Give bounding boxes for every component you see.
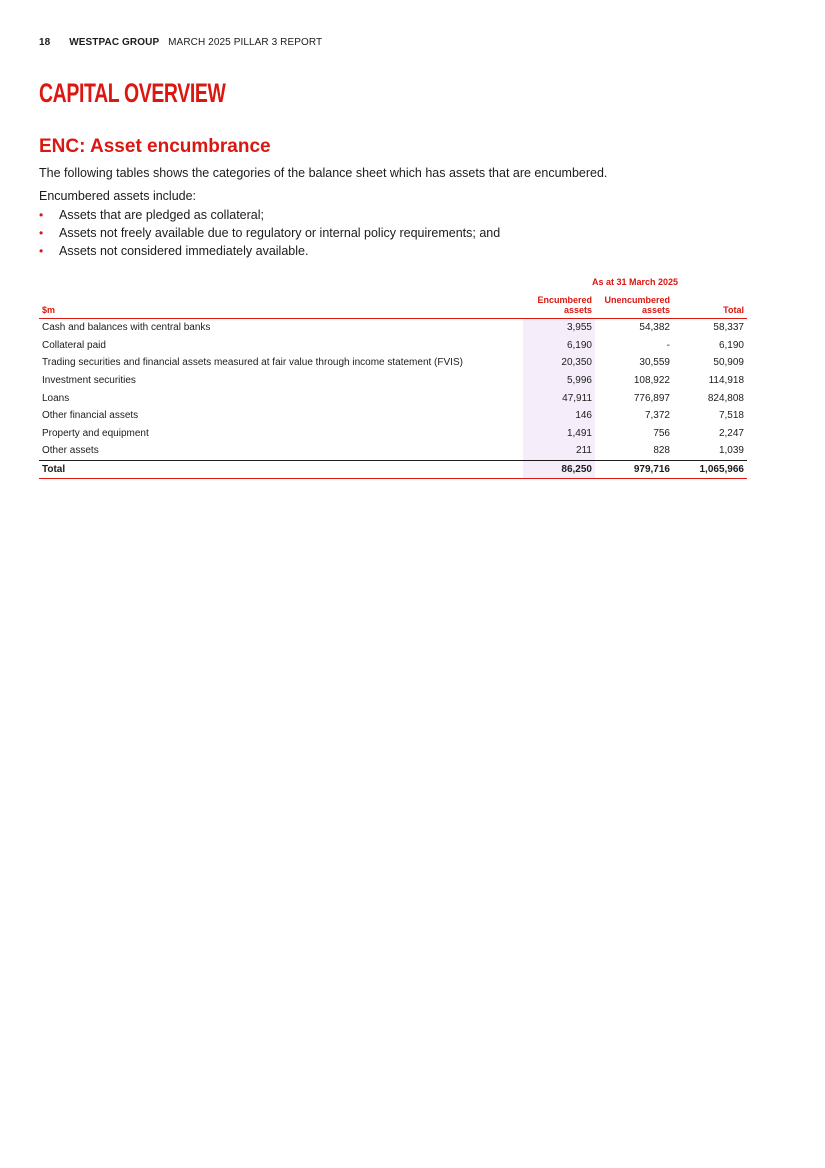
- cell-unencumbered: 30,559: [639, 357, 670, 369]
- intro-paragraph: The following tables shows the categories of the balance sheet which has assets that are encumbered.: [39, 166, 608, 180]
- cell-total: 114,918: [708, 375, 744, 387]
- row-label: Cash and balances with central banks: [42, 322, 211, 334]
- cell-total: 1,065,966: [673, 460, 747, 479]
- cell-unencumbered: 776,897: [633, 392, 670, 404]
- col-header-unencumbered: Unencumbered assets: [595, 289, 673, 319]
- asset-encumbrance-table: [39, 275, 747, 479]
- cell-unencumbered: 108,922: [633, 375, 670, 387]
- company-name: WESTPAC GROUP: [69, 37, 160, 48]
- row-label: Other financial assets: [42, 410, 139, 422]
- cell-encumbered: 1,491: [523, 425, 595, 443]
- table-row: [39, 425, 747, 443]
- cell-encumbered: 6,190: [523, 337, 595, 355]
- table-row: [39, 319, 747, 337]
- page-header: [39, 37, 322, 48]
- period-header: As at 31 March 2025: [591, 277, 679, 287]
- table-row: [39, 442, 747, 460]
- bullet-item: • Assets not freely available due to regulatory or internal policy requirements; and: [39, 226, 501, 240]
- col-header-encumbered: Encumbered assets: [523, 289, 595, 319]
- row-label: Property and equipment: [42, 427, 149, 439]
- section-title: CAPITAL OVERVIEW: [39, 78, 226, 108]
- cell-total: 6,190: [718, 339, 744, 351]
- intro-text: [39, 166, 607, 260]
- row-label: Total: [39, 460, 523, 479]
- row-label: Collateral paid: [42, 339, 106, 351]
- bullet-icon: •: [39, 226, 44, 240]
- table-row: [39, 389, 747, 407]
- sub-title: ENC: Asset encumbrance: [39, 136, 271, 157]
- intro-paragraph: Encumbered assets include:: [39, 189, 197, 203]
- total-row: [39, 460, 747, 479]
- cell-encumbered: 86,250: [523, 460, 595, 479]
- cell-encumbered: 5,996: [523, 372, 595, 390]
- bullet-list: [39, 206, 607, 260]
- cell-unencumbered: -: [666, 339, 670, 351]
- cell-unencumbered: 828: [653, 445, 670, 457]
- cell-unencumbered: 54,382: [639, 322, 670, 334]
- cell-unencumbered: 979,716: [595, 460, 673, 479]
- cell-total: 7,518: [718, 410, 744, 422]
- bullet-item: • Assets not considered immediately available.: [39, 244, 309, 258]
- row-label: Loans: [42, 392, 70, 404]
- table-row: [39, 407, 747, 425]
- cell-unencumbered: 756: [653, 427, 670, 439]
- cell-encumbered: 211: [523, 442, 595, 460]
- bullet-icon: •: [39, 208, 44, 222]
- bullet-item: • Assets that are pledged as collateral;: [39, 208, 264, 222]
- report-name: MARCH 2025 PILLAR 3 REPORT: [168, 37, 323, 48]
- bullet-icon: •: [39, 244, 44, 258]
- row-label: Other assets: [42, 445, 99, 457]
- cell-total: 58,337: [713, 322, 744, 334]
- cell-encumbered: 3,955: [523, 319, 595, 337]
- page-number: 18: [39, 37, 51, 48]
- unit-header: $m: [39, 289, 523, 319]
- table-row: [39, 337, 747, 355]
- cell-total: 824,808: [707, 392, 744, 404]
- cell-unencumbered: 7,372: [644, 410, 670, 422]
- cell-encumbered: 20,350: [523, 354, 595, 372]
- table-row: [39, 372, 747, 390]
- cell-total: 50,909: [713, 357, 744, 369]
- cell-encumbered: 47,911: [523, 389, 595, 407]
- row-label: Investment securities: [42, 375, 136, 387]
- col-header-total: Total: [673, 289, 747, 319]
- cell-total: 2,247: [718, 427, 744, 439]
- cell-encumbered: 146: [523, 407, 595, 425]
- row-label: Trading securities and financial assets measured at fair value through income statement (FVIS): [42, 357, 463, 369]
- cell-total: 1,039: [718, 445, 744, 457]
- table-row: [39, 354, 747, 372]
